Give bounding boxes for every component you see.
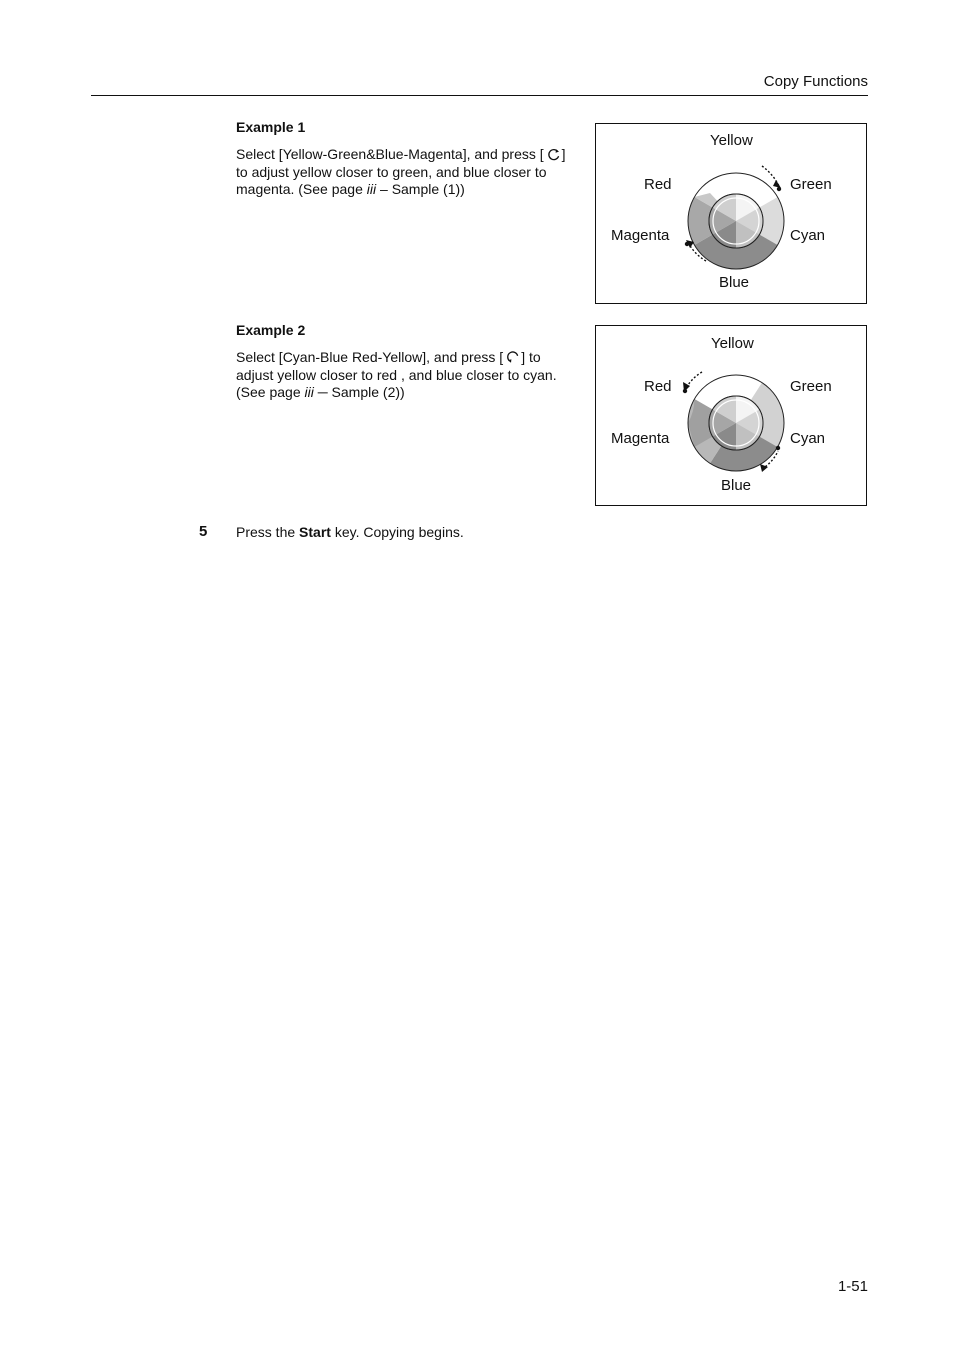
example-2-text bbox=[236, 349, 581, 402]
rotate-counterclockwise-icon bbox=[506, 351, 520, 364]
example-1-text-part: to adjust yellow closer to green, and blue closer to magenta. (See page bbox=[236, 163, 547, 197]
example-1-ref-sample: Sample (1)) bbox=[391, 181, 465, 197]
color-wheel-diagram-2 bbox=[595, 325, 867, 506]
label-yellow: Yellow bbox=[710, 132, 753, 149]
start-key-label: Start bbox=[299, 524, 331, 540]
example-2-ref-page: iii bbox=[304, 384, 314, 400]
color-wheel-1 bbox=[688, 173, 784, 269]
example-1-text bbox=[236, 146, 581, 199]
example-2-ref-sep: ─ bbox=[313, 384, 332, 400]
label-blue: Blue bbox=[721, 477, 752, 494]
example-1-ref-page: iii bbox=[366, 181, 377, 197]
example-1-ref-sep: – bbox=[376, 181, 392, 197]
example-2-text-part: ] to adjust yellow closer to red , and blue closer to cyan. (See page bbox=[236, 349, 557, 400]
step-number: 5 bbox=[199, 523, 208, 540]
label-cyan: Cyan bbox=[790, 227, 826, 244]
step-text-part: Press the bbox=[236, 524, 300, 540]
example-1-text-part: Select [Yellow-Green&Blue-Magenta], and press [ bbox=[236, 146, 544, 162]
page-number: 1-51 bbox=[837, 1278, 868, 1295]
label-red: Red bbox=[644, 176, 672, 193]
example-2-ref-sample: Sample (2)) bbox=[331, 384, 405, 400]
label-cyan: Cyan bbox=[790, 430, 826, 447]
header-rule bbox=[91, 95, 868, 96]
label-blue: Blue bbox=[719, 274, 750, 291]
color-wheel-diagram-1 bbox=[595, 123, 867, 304]
label-yellow: Yellow bbox=[711, 335, 754, 352]
example-2-text-part: Select [Cyan-Blue Red-Yellow], and press [ bbox=[236, 349, 504, 365]
header-title: Copy Functions bbox=[763, 73, 868, 90]
color-wheel-2 bbox=[688, 375, 784, 471]
label-magenta: Magenta bbox=[611, 430, 670, 447]
step-text-part: key. Copying begins. bbox=[330, 524, 464, 540]
label-red: Red bbox=[644, 378, 672, 395]
example-1-text-part: ] bbox=[561, 146, 566, 162]
rotate-clockwise-icon bbox=[547, 148, 561, 161]
label-magenta: Magenta bbox=[611, 227, 670, 244]
example-2-title: Example 2 bbox=[236, 322, 306, 338]
label-green: Green bbox=[790, 378, 832, 395]
label-green: Green bbox=[790, 176, 832, 193]
example-1-title: Example 1 bbox=[236, 119, 306, 135]
step-text bbox=[236, 524, 464, 540]
